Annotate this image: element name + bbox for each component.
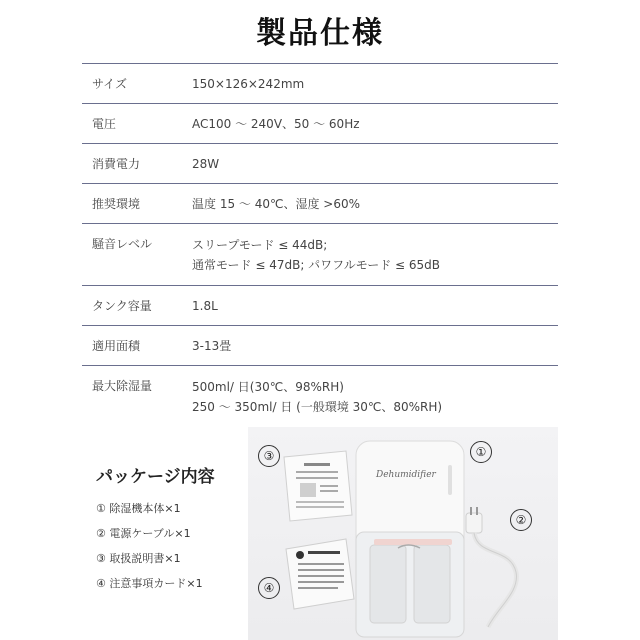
marker-1: ① <box>470 441 492 463</box>
spec-label: サイズ <box>92 77 128 91</box>
spec-value <box>190 377 558 417</box>
package-item: ④ 注意事項カード×1 <box>96 577 203 590</box>
spec-value-line: 通常モード ≤ 47dB; パワフルモード ≤ 65dB <box>192 257 441 272</box>
package-item: ③ 取扱説明書×1 <box>96 552 181 565</box>
spec-label: 電圧 <box>92 117 117 131</box>
caution-card-illustration <box>286 539 354 609</box>
spec-value <box>190 235 558 275</box>
product-photo <box>248 427 558 640</box>
spec-row-tank <box>82 286 558 326</box>
spec-value: 28W <box>192 156 220 171</box>
spec-value: 150×126×242mm <box>192 76 305 91</box>
spec-label: 最大除湿量 <box>92 379 153 393</box>
power-cable-illustration <box>466 507 516 627</box>
package-section <box>82 427 558 640</box>
spec-value: 1.8L <box>192 298 218 313</box>
spec-label: 消費電力 <box>92 157 141 171</box>
spec-value-line: スリープモード ≤ 44dB; <box>192 237 328 252</box>
spec-value-line: 250 ～ 350ml/ 日 (一般環境 30℃、80%RH) <box>192 399 443 414</box>
package-item: ① 除湿機本体×1 <box>96 502 181 515</box>
spec-row-area <box>82 326 558 366</box>
product-illustration <box>248 427 558 640</box>
package-panel <box>82 427 248 640</box>
spec-label: タンク容量 <box>92 299 152 313</box>
spec-value: 温度 15 ～ 40℃、湿度 >60% <box>192 196 361 211</box>
spec-table <box>82 63 558 428</box>
page-title: 製品仕様 <box>256 16 384 51</box>
spec-row-noise <box>82 224 558 286</box>
spec-value-line: 500ml/ 日(30℃、98%RH) <box>192 379 344 394</box>
marker-3: ③ <box>258 445 280 467</box>
manual-illustration <box>284 451 352 521</box>
spec-value: AC100 ～ 240V、50 ～ 60Hz <box>192 116 360 131</box>
marker-2: ② <box>510 509 532 531</box>
spec-row-environment <box>82 184 558 224</box>
spec-label: 適用面積 <box>92 339 141 353</box>
spec-row-dehumidify <box>82 366 558 428</box>
spec-label: 騒音レベル <box>92 237 153 251</box>
package-title: パッケージ内容 <box>96 467 215 487</box>
spec-row-voltage <box>82 104 558 144</box>
spec-value: 3-13畳 <box>192 338 232 353</box>
spec-row-size <box>82 64 558 104</box>
spec-label: 推奨環境 <box>92 197 141 211</box>
package-item: ② 電源ケーブル×1 <box>96 527 191 540</box>
spec-row-power <box>82 144 558 184</box>
marker-4: ④ <box>258 577 280 599</box>
brand-script-text: Dehumidifier <box>376 470 436 480</box>
